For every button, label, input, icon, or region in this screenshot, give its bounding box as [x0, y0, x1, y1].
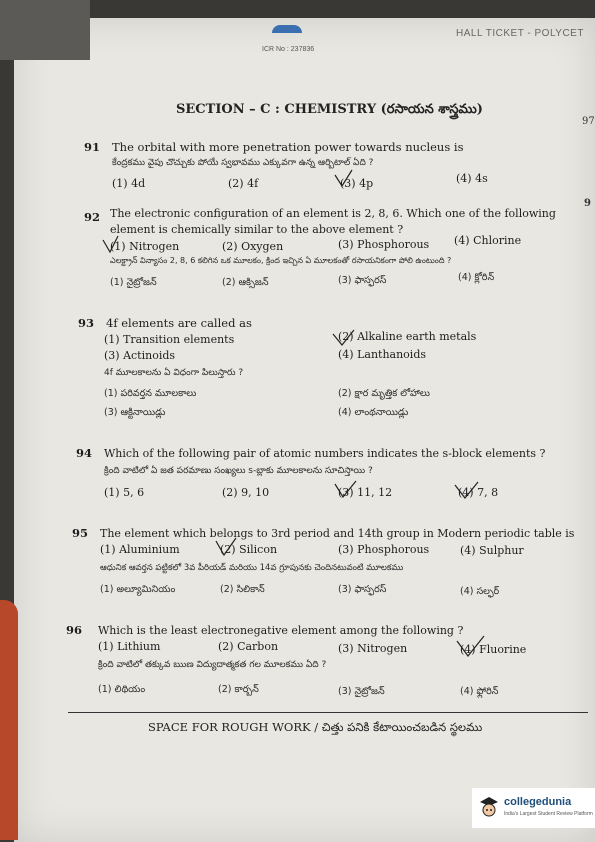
option-3-telugu[interactable]: (3) ఫాస్ఫరస్	[338, 584, 387, 595]
question-text-telugu: ఎలక్ట్రాన్ విన్యాసం 2, 8, 6 కలిగిన ఒక మూలకం, క్రింద ఇచ్చిన ఏ మూలకంతో రసాయనికంగా పోలి ఉంటుంది ?	[110, 256, 452, 265]
option-1-telugu[interactable]: (1) అల్యూమినియం	[100, 584, 176, 595]
question-text: 4f elements are called as	[106, 316, 252, 330]
option-2[interactable]: (2) 4f	[228, 177, 259, 190]
option-2[interactable]: (2) Alkaline earth metals	[338, 330, 477, 343]
option-3[interactable]: (3) 4p	[340, 177, 374, 190]
check-mark-icon	[216, 538, 236, 555]
option-3[interactable]: (3) Actinoids	[104, 349, 176, 362]
option-1-telugu[interactable]: (1) లిథియం	[98, 684, 146, 695]
option-2[interactable]: (2) 9, 10	[222, 486, 270, 499]
question-text-telugu: క్రింది వాటిలో ఏ జత పరమాణు సంఖ్యలు s-బ్లాకు మూలకాలను సూచిస్తాయి ?	[104, 466, 373, 476]
check-mark-icon	[335, 481, 356, 497]
question-text-telugu: క్రింది వాటిలో తక్కువ ఋణ విద్యుదాత్మకత గల మూలకము ఏది ?	[98, 660, 327, 670]
graduate-logo-icon	[478, 794, 500, 818]
question-number: 91	[84, 140, 101, 154]
logo-tagline: India's Largest Student Review Platform	[504, 811, 593, 817]
option-4[interactable]: (4) 7, 8	[458, 486, 499, 499]
question-number: 92	[84, 210, 101, 224]
question-number: 96	[66, 623, 83, 637]
question-text: The orbital with more penetration power towards nucleus is	[112, 140, 464, 154]
option-3[interactable]: (3) Nitrogen	[338, 642, 408, 655]
question-text: Which of the following pair of atomic numbers indicates the s-block elements ?	[104, 447, 546, 460]
option-3[interactable]: (3) Phosphorous	[338, 238, 430, 251]
option-2[interactable]: (2) Oxygen	[222, 240, 284, 253]
question-number: 95	[72, 526, 89, 540]
check-mark-icon	[333, 330, 354, 345]
option-1[interactable]: (1) 5, 6	[104, 486, 145, 499]
finger-edge	[0, 600, 18, 840]
option-1[interactable]: (1) Lithium	[98, 640, 161, 653]
option-4[interactable]: (4) Fluorine	[460, 643, 527, 656]
option-1[interactable]: (1) Nitrogen	[110, 240, 180, 253]
option-1[interactable]: (1) 4d	[112, 177, 146, 190]
option-4[interactable]: (4) Sulphur	[460, 544, 524, 557]
option-1-telugu[interactable]: (1) పరివర్తన మూలకాలు	[104, 388, 197, 399]
option-1[interactable]: (1) Aluminium	[100, 543, 180, 556]
question-text: The element which belongs to 3rd period and 14th group in Modern periodic table is	[100, 527, 575, 540]
question-text-telugu: ఆధునిక ఆవర్తన పట్టికలో 3వ పీరియడ్ మరియు 14వ గ్రూపునకు చెందినటువంటి మూలకము	[100, 563, 404, 573]
option-4[interactable]: (4) Chlorine	[454, 234, 522, 247]
option-1[interactable]: (1) Transition elements	[104, 333, 235, 346]
option-4[interactable]: (4) 4s	[456, 172, 488, 185]
section-title: SECTION – C : CHEMISTRY (రసాయన శాస్త్రము)	[176, 102, 483, 117]
option-2-telugu[interactable]: (2) క్షార మృత్తిక లోహాలు	[338, 388, 430, 399]
side-number-2: 9	[584, 198, 591, 209]
check-mark-icon	[335, 170, 352, 186]
question-number: 93	[78, 316, 95, 330]
option-2[interactable]: (2) Silicon	[220, 543, 278, 556]
option-3-telugu[interactable]: (3) ఆక్టినాయిడ్లు	[104, 407, 166, 418]
question-text-telugu: కేంద్రకము వైపు చొచ్చుకు పోయే స్వభావము ఎక్కువగా ఉన్న ఆర్బిటాల్ ఏది ?	[112, 158, 374, 168]
question-text-line2: element is chemically similar to the above element ?	[110, 223, 404, 236]
option-3[interactable]: (3) 11, 12	[338, 486, 393, 499]
option-3[interactable]: (3) Phosphorous	[338, 543, 430, 556]
option-3-telugu[interactable]: (3) నైట్రోజన్	[338, 686, 385, 697]
check-mark-icon	[457, 636, 484, 656]
question-number: 94	[76, 446, 93, 460]
option-2-telugu[interactable]: (2) ఆక్సిజన్	[222, 277, 269, 288]
icr-number: ICR No : 237836	[262, 46, 315, 53]
option-2-telugu[interactable]: (2) సిలికాన్	[220, 584, 265, 595]
option-3-telugu[interactable]: (3) ఫాస్ఫరస్	[338, 275, 387, 286]
option-2[interactable]: (2) Carbon	[218, 640, 279, 653]
check-mark-icon	[455, 482, 478, 498]
option-4-telugu[interactable]: (4) ఫ్లోరిన్	[460, 686, 499, 697]
option-4-telugu[interactable]: (4) సల్ఫర్	[460, 586, 500, 597]
check-mark-icon	[103, 236, 118, 252]
question-text-telugu: 4f మూలకాలను ఏ విధంగా పిలుస్తారు ?	[104, 368, 244, 378]
option-1-telugu[interactable]: (1) నైట్రోజన్	[110, 277, 157, 288]
option-2-telugu[interactable]: (2) కార్బన్	[218, 684, 259, 695]
question-text: The electronic configuration of an element is 2, 8, 6. Which one of the following	[110, 207, 556, 220]
option-4-telugu[interactable]: (4) క్లోరిన్	[458, 272, 495, 283]
option-4-telugu[interactable]: (4) లాంథనాయిడ్లు	[338, 407, 409, 418]
option-4[interactable]: (4) Lanthanoids	[338, 348, 426, 361]
hall-ticket-label: HALL TICKET - POLYCET	[456, 28, 584, 39]
question-text: Which is the least electronegative element among the following ?	[98, 624, 464, 637]
rough-work-label: SPACE FOR ROUGH WORK / చిత్తు పనికి కేటాయించబడిన స్థలము	[148, 720, 483, 734]
logo-name: collegedunia	[504, 796, 572, 808]
side-number: 97	[582, 116, 595, 127]
